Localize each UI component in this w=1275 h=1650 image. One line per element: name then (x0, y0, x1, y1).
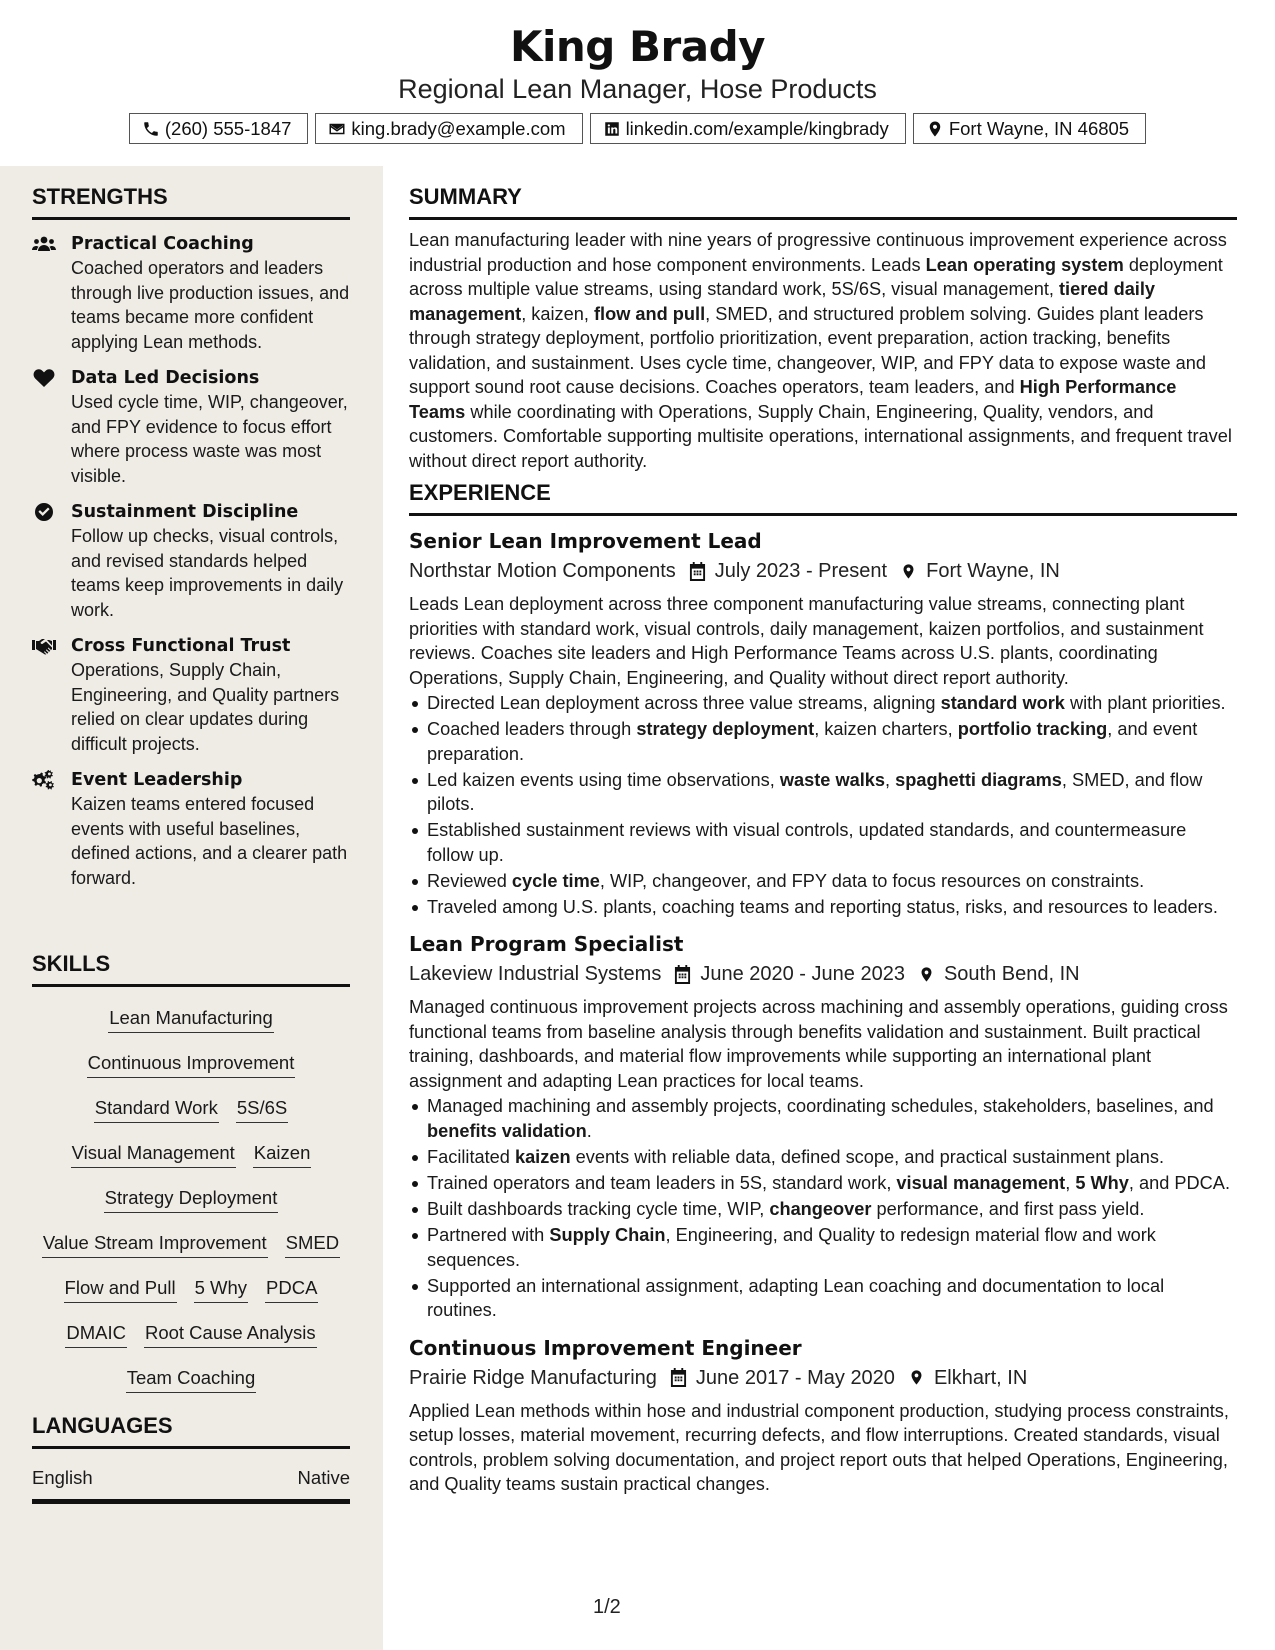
strength-desc: Follow up checks, visual controls, and revised standards helped teams keep improvements in daily work. (71, 526, 344, 620)
job-dates: July 2023 - Present (714, 560, 888, 582)
phone-icon (142, 120, 160, 138)
bullet-item (409, 869, 1237, 894)
text-run: , SMED, and flow pilots. (427, 769, 1203, 815)
job-entry (409, 1334, 1237, 1497)
text-run: . (586, 1120, 592, 1141)
jobs-list (409, 527, 1237, 1497)
text-run: Lean manufacturing leader with nine years of progressive continuous improvement experience across industrial production and hose component environments. Leads (409, 230, 1227, 275)
bold-text: 5 Why (1075, 1173, 1129, 1194)
contact-phone[interactable] (129, 113, 309, 144)
languages-section (32, 1413, 350, 1504)
skill-tag: Visual Management (71, 1142, 236, 1168)
job-description: Leads Lean deployment across three component manufacturing value streams, connecting plant priorities with standard work, visual controls, daily management, kaizen portfolios, and sustainment reviews. Coaches site leaders and High Performance Teams across U.S. plants, coordinating Operations, Supply Chain, Engineering, and Quality without direct report authority. (409, 594, 1204, 688)
calendar-icon (670, 1368, 687, 1387)
contact-location-text: Fort Wayne, IN 46805 (948, 117, 1130, 139)
strength-title: Sustainment Discipline (71, 502, 299, 522)
job-title: Lean Program Specialist (409, 932, 684, 957)
skill-tag: Continuous Improvement (87, 1052, 296, 1078)
bold-text: benefits validation (427, 1120, 587, 1141)
summary-text (409, 228, 1237, 473)
strength-desc: Kaizen teams entered focused events with useful baselines, defined actions, and a clearer path forward. (71, 794, 348, 888)
strength-item (32, 500, 350, 622)
strength-item (32, 768, 350, 890)
text-run: performance, and first pass yield. (871, 1199, 1145, 1220)
bullet-item (409, 768, 1237, 817)
job-location: Fort Wayne, IN (926, 560, 1060, 582)
strength-item (32, 634, 350, 756)
strength-title: Data Led Decisions (71, 368, 260, 388)
skill-row (32, 1357, 350, 1402)
handshake-icon (32, 636, 56, 656)
skill-tag: 5 Why (194, 1277, 248, 1303)
skill-tag: DMAIC (65, 1322, 127, 1348)
calendar-icon (674, 965, 691, 984)
bold-text: changeover (769, 1199, 872, 1220)
text-run: , SMED, and structured problem solving. Guides plant leaders through strategy deployment, portfolio prioritization, event preparation, action tracking, benefits validation, and sustainment. Uses cycle time, changeover, WIP, and FPY data to expose waste and support sound root cause decisions. Coaches operators, team leaders, and (409, 303, 1206, 397)
skill-row (32, 1177, 350, 1222)
bold-text: waste walks (779, 769, 885, 790)
job-description: Managed continuous improvement projects across machining and assembly operations, guiding cross functional teams from baseline analysis through benefits validation and sustainment. Built practical training, dashboards, and material flow improvements while supporting an international plant assignment and adapting Lean practices for local teams. (409, 997, 1228, 1091)
language-level: Native (297, 1467, 350, 1488)
text-run: deployment across multiple value streams, using standard work, 5S/6S, visual management, (409, 254, 1223, 299)
text-run: , kaizen charters, (814, 719, 958, 740)
bold-text: strategy deployment (636, 719, 815, 740)
text-run: Established sustainment reviews with visual controls, updated standards, and countermeasure follow up. (427, 820, 1187, 865)
language-name: English (32, 1467, 93, 1488)
text-run: events with reliable data, defined scope, and practical sustainment plans. (570, 1147, 1165, 1168)
job-location: South Bend, IN (943, 963, 1080, 986)
contact-linkedin[interactable] (590, 113, 906, 144)
bold-text: High Performance Teams (409, 377, 1177, 422)
text-run: , and event preparation. (427, 719, 1198, 764)
skills-list (32, 997, 350, 1402)
main-content (383, 166, 1275, 1650)
text-run: Managed machining and assembly projects, coordinating schedules, stakeholders, baselines, and (427, 1096, 1214, 1117)
skill-row (32, 1042, 350, 1087)
strength-title: Cross Functional Trust (71, 636, 291, 656)
bold-text: portfolio tracking (957, 719, 1108, 740)
candidate-name: King Brady (509, 22, 766, 71)
text-run: while coordinating with Operations, Supply Chain, Engineering, Quality, vendors, and customers. Comfortable supporting multisite operations, international assignments, and frequent travel without direct report authority. (409, 401, 1232, 471)
job-bullets (409, 1094, 1237, 1322)
bullet-item (409, 895, 1237, 920)
bold-text: kaizen (514, 1147, 571, 1168)
skill-tag: Kaizen (253, 1142, 312, 1168)
job-entry (409, 930, 1237, 1322)
language-row (32, 1467, 350, 1504)
bullet-item (409, 691, 1237, 716)
bullet-item (409, 1197, 1237, 1222)
location-pin-icon (908, 1368, 925, 1387)
skill-tag: SMED (285, 1232, 340, 1258)
skill-row (32, 1132, 350, 1177)
summary-section (409, 184, 1237, 473)
languages-heading: LANGUAGES (32, 1413, 350, 1449)
bullet-item (409, 1145, 1237, 1170)
strengths-section (32, 184, 350, 890)
skills-heading: SKILLS (32, 951, 350, 987)
text-run: Built dashboards tracking cycle time, WIP, (427, 1199, 770, 1220)
job-dates: June 2017 - May 2020 (695, 1366, 895, 1389)
bullet-item (409, 1223, 1237, 1272)
bold-text: standard work (940, 693, 1065, 713)
text-run: Facilitated (427, 1147, 515, 1168)
text-run: Reviewed (427, 870, 512, 891)
bullet-item (409, 1274, 1237, 1323)
job-company: Prairie Ridge Manufacturing (409, 1366, 657, 1389)
check-circle-icon (32, 502, 56, 522)
location-pin-icon (900, 562, 917, 581)
skill-row (32, 1312, 350, 1357)
text-run: Led kaizen events using time observations, (427, 769, 780, 790)
strengths-heading: STRENGTHS (32, 184, 350, 220)
bullet-item (409, 818, 1237, 867)
skill-row (32, 1087, 350, 1132)
bullet-item (409, 1094, 1237, 1143)
contact-email-text: king.brady@example.com (351, 117, 566, 139)
bold-text: Lean operating system (925, 254, 1124, 275)
bullet-item (409, 1171, 1237, 1196)
skill-tag: Team Coaching (126, 1367, 257, 1393)
bold-text: cycle time (511, 870, 600, 891)
bold-text: spaghetti diagrams (895, 769, 1062, 790)
skill-tag: 5S/6S (236, 1097, 288, 1123)
strength-item (32, 232, 350, 354)
experience-heading: EXPERIENCE (409, 480, 1237, 516)
skills-section (32, 951, 350, 1402)
location-pin-icon (918, 965, 935, 984)
job-location: Elkhart, IN (933, 1366, 1028, 1389)
skill-tag: Value Stream Improvement (42, 1232, 268, 1258)
strength-title: Event Leadership (71, 770, 243, 790)
skill-tag: Flow and Pull (64, 1277, 177, 1303)
skill-tag: Root Cause Analysis (144, 1322, 317, 1348)
sidebar (0, 166, 383, 1650)
strength-title: Practical Coaching (71, 234, 254, 254)
strength-desc: Used cycle time, WIP, changeover, and FPY evidence to focus effort where process waste was most visible. (71, 392, 348, 486)
bold-text: visual management (896, 1173, 1066, 1194)
summary-heading: SUMMARY (409, 184, 1237, 220)
skill-tag: PDCA (265, 1277, 318, 1303)
job-meta (409, 959, 1237, 989)
contact-phone-text: (260) 555-1847 (164, 117, 292, 139)
gears-icon (32, 770, 56, 790)
bullet-item (409, 717, 1237, 766)
page-number: 1/2 (593, 1596, 621, 1618)
strength-desc: Operations, Supply Chain, Engineering, and Quality partners relied on clear updates during difficult projects. (71, 660, 340, 754)
text-run: , WIP, changeover, and FPY data to focus resources on constraints. (599, 870, 1145, 891)
job-company: Lakeview Industrial Systems (409, 963, 662, 986)
envelope-icon (328, 120, 346, 138)
candidate-title: Regional Lean Manager, Hose Products (398, 74, 877, 104)
skill-tag: Lean Manufacturing (108, 1007, 274, 1033)
text-run: Supported an international assignment, adapting Lean coaching and documentation to local routines. (427, 1275, 1165, 1321)
text-run: with plant priorities. (1064, 693, 1226, 713)
job-title: Continuous Improvement Engineer (409, 1335, 802, 1360)
resume-header (0, 0, 1275, 166)
contact-email[interactable] (315, 113, 582, 144)
strength-item (32, 366, 350, 488)
linkedin-icon (603, 120, 621, 138)
calendar-icon (689, 562, 706, 581)
text-run: , (885, 769, 896, 790)
job-title: Senior Lean Improvement Lead (409, 529, 762, 553)
bold-text: Supply Chain (549, 1225, 666, 1246)
job-meta (409, 1363, 1237, 1393)
skill-tag: Strategy Deployment (104, 1187, 279, 1213)
bold-text: tiered daily management (409, 279, 1156, 324)
job-company: Northstar Motion Components (409, 560, 676, 582)
users-icon (32, 234, 56, 254)
skill-row (32, 997, 350, 1042)
skill-row (32, 1222, 350, 1267)
skill-row (32, 1267, 350, 1312)
text-run: Traveled among U.S. plants, coaching teams and reporting status, risks, and resources to leaders. (427, 896, 1218, 917)
job-dates: June 2020 - June 2023 (700, 963, 905, 986)
text-run: Coached leaders through (427, 719, 637, 740)
contact-bar (0, 113, 1275, 144)
job-entry (409, 527, 1237, 919)
job-bullets (409, 691, 1237, 919)
location-pin-icon (926, 120, 944, 138)
text-run: Directed Lean deployment across three value streams, aligning (427, 693, 941, 713)
strength-desc: Coached operators and leaders through live production issues, and teams became more confident applying Lean methods. (71, 258, 350, 352)
job-meta (409, 556, 1237, 586)
contact-location (913, 113, 1146, 144)
heart-icon (32, 368, 56, 388)
text-run: , kaizen, (521, 303, 594, 324)
experience-section (409, 480, 1237, 1497)
text-run: , and PDCA. (1128, 1173, 1230, 1194)
text-run: Partnered with (427, 1225, 550, 1246)
text-run: , Engineering, and Quality to redesign material flow and work sequences. (427, 1225, 1156, 1270)
contact-linkedin-text: linkedin.com/example/kingbrady (625, 117, 889, 139)
bold-text: flow and pull (594, 303, 706, 324)
skill-tag: Standard Work (94, 1097, 219, 1123)
job-description: Applied Lean methods within hose and industrial component production, studying process constraints, setup losses, material movement, recurring defects, and flow interruptions. Created standards, visual controls, problem solving documentation, and project report outs that helped Operations, Engineering, and Quality teams sustain practical changes. (409, 1400, 1229, 1495)
text-run: Trained operators and team leaders in 5S, standard work, (427, 1173, 897, 1194)
text-run: , (1065, 1173, 1076, 1194)
